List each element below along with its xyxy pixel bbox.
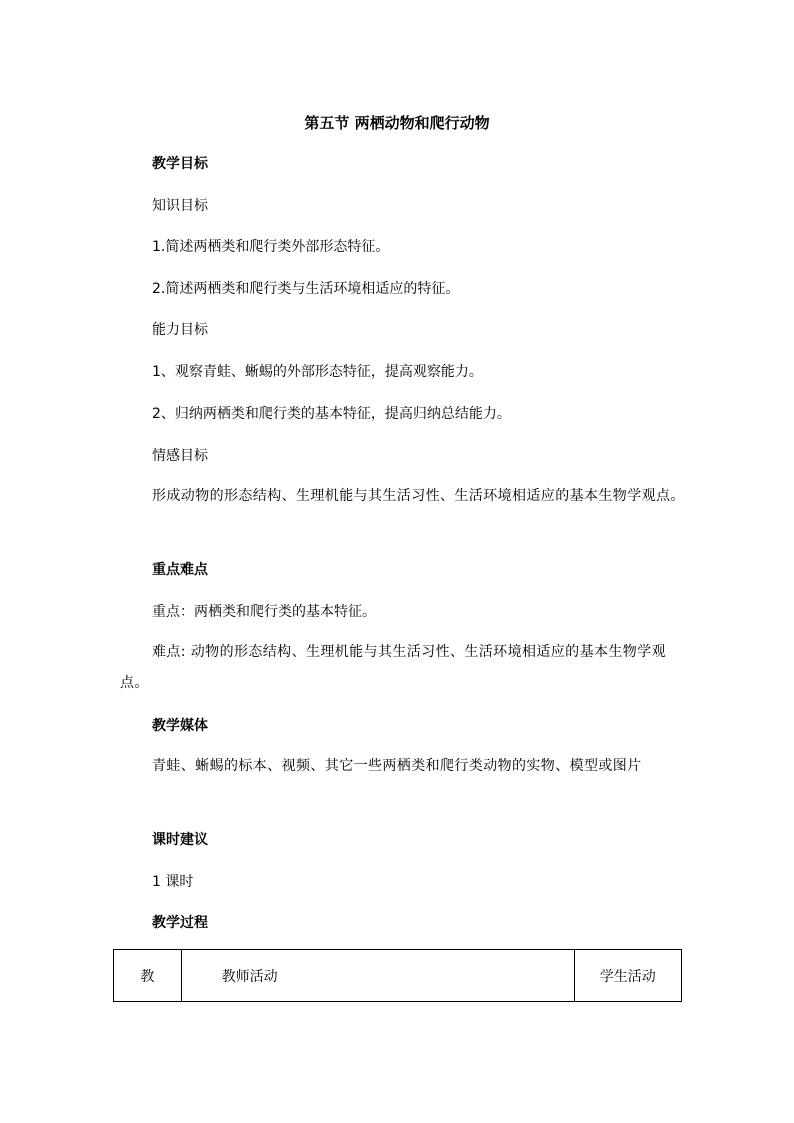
- ability-objective-item-1: 1、观察青蛙、蜥蜴的外部形态特征，提高观察能力。: [152, 364, 483, 380]
- media-heading: 教学媒体: [152, 718, 208, 734]
- teaching-process-table: [113, 949, 682, 1002]
- ability-objective-label: 能力目标: [152, 322, 208, 338]
- key-point-text: 重点：两栖类和爬行类的基本特征。: [152, 604, 376, 620]
- process-heading: 教学过程: [152, 915, 208, 931]
- document-title: 第五节 两栖动物和爬行动物: [304, 114, 490, 132]
- emotion-objective-text: 形成动物的形态结构、生理机能与其生活习性、生活环境相适应的基本生物学观点。: [152, 488, 685, 504]
- knowledge-objective-item-1: 1.简述两栖类和爬行类外部形态特征。: [152, 239, 390, 255]
- table-header-cell: 教: [114, 950, 182, 1002]
- table-header-cell: 学生活动: [574, 950, 681, 1002]
- ability-objective-item-2: 2、归纳两栖类和爬行类的基本特征，提高归纳总结能力。: [152, 406, 511, 422]
- table-row: [114, 950, 682, 1002]
- objectives-heading: 教学目标: [152, 156, 208, 172]
- media-text: 青蛙、蜥蜴的标本、视频、其它一些两栖类和爬行类动物的实物、模型或图片: [152, 758, 642, 774]
- schedule-text: 1 课时: [152, 874, 194, 890]
- schedule-heading: 课时建议: [152, 832, 208, 848]
- key-points-heading: 重点难点: [152, 562, 208, 578]
- knowledge-objective-label: 知识目标: [152, 198, 208, 214]
- emotion-objective-label: 情感目标: [152, 448, 208, 464]
- knowledge-objective-item-2: 2.简述两栖类和爬行类与生活环境相适应的特征。: [152, 281, 460, 297]
- difficulty-text: 难点: 动物的形态结构、生理机能与其生活习性、生活环境相适应的基本生物学观点。: [120, 644, 666, 691]
- table-header-cell: 教师活动: [181, 950, 574, 1002]
